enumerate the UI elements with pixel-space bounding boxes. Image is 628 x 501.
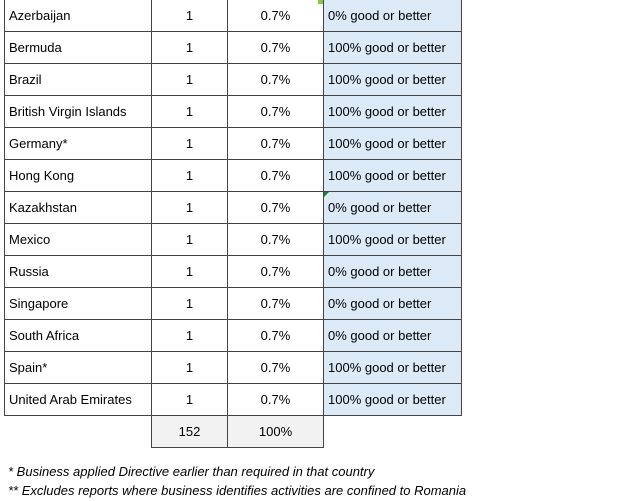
rating-cell: 100% good or better — [324, 128, 462, 160]
rating-cell: 100% good or better — [324, 160, 462, 192]
table-row — [5, 192, 462, 224]
rating-cell: 100% good or better — [324, 352, 462, 384]
table-row — [5, 288, 462, 320]
table-row — [5, 160, 462, 192]
table-row — [5, 256, 462, 288]
country-cell: Brazil — [5, 64, 152, 96]
country-table — [4, 0, 462, 448]
percent-cell: 0.7% — [228, 256, 324, 288]
rating-cell: 100% good or better — [324, 96, 462, 128]
rating-cell: 0% good or better — [324, 288, 462, 320]
percent-cell: 0.7% — [228, 32, 324, 64]
count-cell: 1 — [152, 64, 228, 96]
count-cell: 1 — [152, 32, 228, 64]
empty-cell — [324, 416, 462, 448]
percent-cell: 0.7% — [228, 224, 324, 256]
country-cell: Kazakhstan — [5, 192, 152, 224]
footnote-exclusions: ** Excludes reports where business identifies activities are confined to Romania — [8, 483, 467, 498]
count-cell: 1 — [152, 160, 228, 192]
percent-cell: 0.7% — [228, 320, 324, 352]
count-cell: 1 — [152, 192, 228, 224]
count-cell: 1 — [152, 128, 228, 160]
country-cell: British Virgin Islands — [5, 96, 152, 128]
rating-cell-with-comment — [324, 192, 462, 224]
percent-cell: 0.7% — [228, 96, 324, 128]
rating-cell: 100% good or better — [324, 384, 462, 416]
percent-cell: 0.7% — [228, 192, 324, 224]
country-cell: South Africa — [5, 320, 152, 352]
table-row — [5, 320, 462, 352]
rating-cell: 0% good or better — [324, 0, 462, 32]
percent-cell: 0.7% — [228, 384, 324, 416]
table-row — [5, 352, 462, 384]
comment-marker-icon — [324, 192, 329, 197]
country-cell: Hong Kong — [5, 160, 152, 192]
table-row — [5, 128, 462, 160]
country-cell: Bermuda — [5, 32, 152, 64]
rating-cell: 100% good or better — [324, 224, 462, 256]
percent-cell: 0.7% — [228, 160, 324, 192]
country-cell: Germany* — [5, 128, 152, 160]
total-count-cell: 152 — [152, 416, 228, 448]
country-cell: United Arab Emirates — [5, 384, 152, 416]
count-cell: 1 — [152, 256, 228, 288]
rating-cell: 100% good or better — [324, 64, 462, 96]
table-row — [5, 0, 462, 32]
rating-text: 0% good or better — [328, 200, 432, 215]
percent-cell: 0.7% — [228, 0, 324, 32]
table-row — [5, 32, 462, 64]
table-row — [5, 64, 462, 96]
count-cell: 1 — [152, 288, 228, 320]
country-cell: Singapore — [5, 288, 152, 320]
percent-cell: 0.7% — [228, 288, 324, 320]
totals-row — [5, 416, 462, 448]
country-cell: Spain* — [5, 352, 152, 384]
rating-cell: 0% good or better — [324, 256, 462, 288]
count-cell: 1 — [152, 96, 228, 128]
percent-cell: 0.7% — [228, 64, 324, 96]
footnotes — [8, 462, 466, 500]
count-cell: 1 — [152, 0, 228, 32]
count-cell: 1 — [152, 352, 228, 384]
count-cell: 1 — [152, 384, 228, 416]
empty-cell — [5, 416, 152, 448]
table-row — [5, 384, 462, 416]
count-cell: 1 — [152, 224, 228, 256]
country-cell: Russia — [5, 256, 152, 288]
country-cell: Mexico — [5, 224, 152, 256]
rating-cell: 100% good or better — [324, 32, 462, 64]
percent-cell: 0.7% — [228, 128, 324, 160]
table-row — [5, 224, 462, 256]
rating-cell: 0% good or better — [324, 320, 462, 352]
count-cell: 1 — [152, 320, 228, 352]
table-row — [5, 96, 462, 128]
total-percent-cell: 100% — [228, 416, 324, 448]
percent-cell: 0.7% — [228, 352, 324, 384]
footnote-early-adoption: * Business applied Directive earlier than required in that country — [8, 464, 375, 479]
country-cell: Azerbaijan — [5, 0, 152, 32]
